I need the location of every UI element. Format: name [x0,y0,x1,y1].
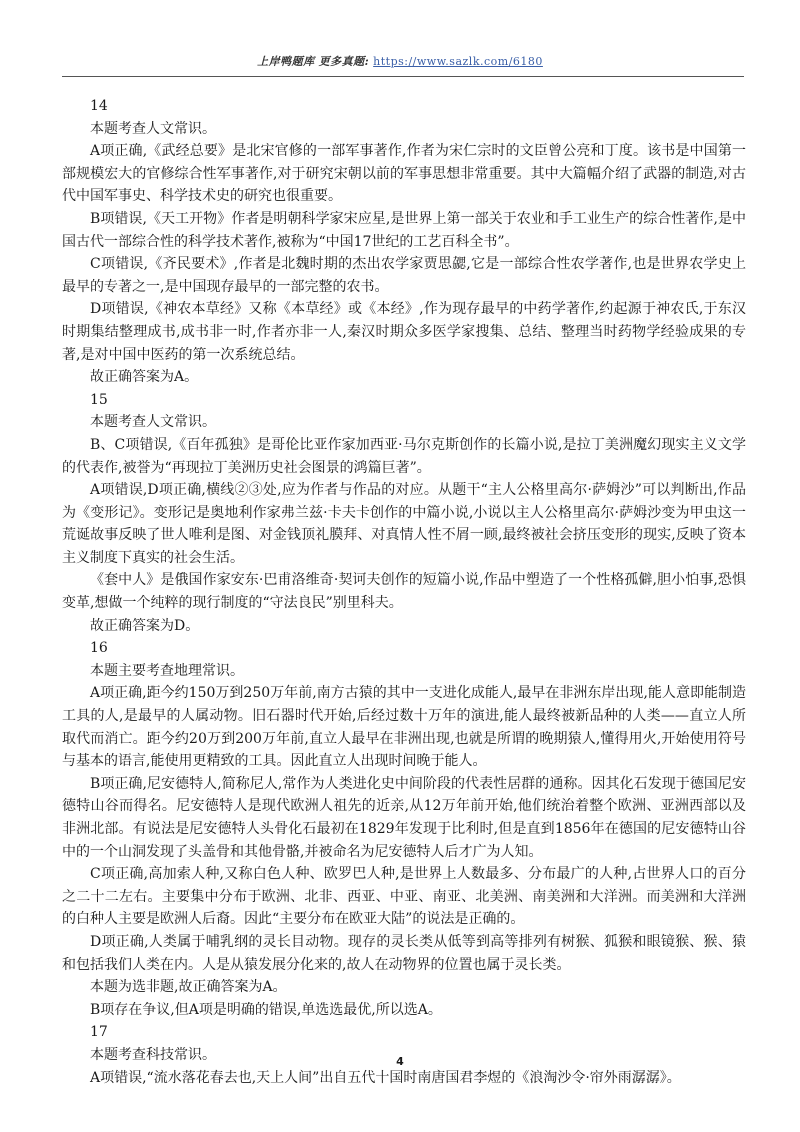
question-number: 14 [90,98,108,114]
paragraph: D项正确,人类属于哺乳纲的灵长目动物。现存的灵长类从低等到高等排列有树猴、狐猴和眼镜猴、猴、猿和包括我们人类在内。人是从猿发展分化来的,故人在动物界的位置也属于灵长类。 [62,933,746,973]
paragraph: A项正确,距今约150万到250万年前,南方古猿的其中一支进化成能人,最早在非洲东岸出现,能人意即能制造工具的人,是最早的人属动物。旧石器时代开始,后经过数十万年的演进,能人最终被新品种的人类——直立人所取代而消亡。距今约20万到200万年前,直立人最早在非洲出现,也就是所谓的晚期猿人,懂得用火,开始使用符号与基本的语言,能使用更精致的工具。因此直立人出现时间晚于能人。 [62,685,746,770]
paragraph: D项错误,《神农本草经》又称《本草经》或《本经》,作为现存最早的中药学著作,约起源于神农氏,于东汉时期集结整理成书,成书非一时,作者亦非一人,秦汉时期众多医学家搜集、总结、整理当时药物学经验成果的专著,是对中国中医药的第一次系统总结。 [62,301,746,363]
question-number: 17 [90,1024,108,1041]
question-number: 16 [90,640,108,657]
page-header [0,53,800,69]
paragraph: 故正确答案为D。 [90,617,200,634]
paragraph: A项错误,D项正确,横线②③处,应为作者与作品的对应。从题干“主人公格里高尔·萨姆沙”可以判断出,作品为《变形记》。变形记是奥地利作家弗兰兹·卡夫卡创作的中篇小说,小说以主人公格里高尔·萨姆沙变为甲虫这一荒诞故事反映了世人唯利是图、对金钱顶礼膜拜、对真情人性不屑一顾,最终被社会挤压变形的现实,反映了资本主义制度下真实的社会生活。 [62,482,746,566]
paragraph: B项存在争议,但A项是明确的错误,单选选最优,所以选A。 [90,1001,442,1018]
page-number: 4 [396,1055,404,1068]
paragraph: 本题考查人文常识。 [90,414,216,431]
paragraph: A项正确,《武经总要》是北宋官修的一部军事著作,作者为宋仁宗时的文臣曾公亮和丁度。该书是中国第一部规模宏大的官修综合性军事著作,对于研究宋朝以前的军事思想非常重要。其中大篇幅介绍了武器的制造,对古代中国军事史、科学技术史的研究也很重要。 [62,143,746,205]
paragraph: C项正确,高加索人种,又称白色人种、欧罗巴人种,是世界上人数最多、分布最广的人种,占世界人口的百分之二十二左右。主要集中分布于欧洲、北非、西亚、中亚、南亚、北美洲、南美洲和大洋洲。而美洲和大洋洲的白种人主要是欧洲人后裔。因此“主要分布在欧亚大陆”的说法是正确的。 [62,866,746,928]
document-body [62,95,746,1089]
header-brand: 上岸鸭题库 [257,55,315,68]
paragraph: B、C项错误,《百年孤独》是哥伦比亚作家加西亚·马尔克斯创作的长篇小说,是拉丁美洲魔幻现实主义文学的代表作,被誉为“再现拉丁美洲历史社会图景的鸿篇巨著”。 [62,436,746,476]
paragraph: 本题考查人文常识。 [90,120,216,137]
question-number: 15 [90,391,108,408]
paragraph: C项错误,《齐民要术》,作者是北魏时期的杰出农学家贾思勰,它是一部综合性农学著作,也是世界农学史上最早的专著之一,是中国现存最早的一部完整的农书。 [62,256,746,295]
paragraph: B项正确,尼安德特人,简称尼人,常作为人类进化史中间阶段的代表性居群的通称。因其化石发现于德国尼安德特山谷而得名。尼安德特人是现代欧洲人祖先的近亲,从12万年前开始,他们统治着整个欧洲、亚洲西部以及非洲北部。有说法是尼安德特人头骨化石最初在1829年发现于比利时,但是直到1856年在德国的尼安德特山谷中的一个山洞发现了头盖骨和其他骨骼,并被命名为尼安德特人后才广为人知。 [62,775,746,860]
paragraph: A项错误,“流水落花春去也,天上人间”出自五代十国时南唐国君李煜的《浪淘沙令·帘外雨潺潺》。 [90,1069,681,1086]
header-url-link[interactable]: https://www.sazlk.com/6180 [373,55,543,68]
paragraph: B项错误,《天工开物》作者是明朝科学家宋应星,是世界上第一部关于农业和手工业生产的综合性著作,是中国古代一部综合性的科学技术著作,被称为“中国17世纪的工艺百科全书”。 [62,210,746,250]
paragraph: 《套中人》是俄国作家安东·巴甫洛维奇·契诃夫创作的短篇小说,作品中塑造了一个性格孤僻,胆小怕事,恐惧变革,想做一个纯粹的现行制度的“守法良民”别里科夫。 [62,572,746,612]
header-divider [62,76,744,77]
paragraph: 本题为选非题,故正确答案为A。 [90,979,287,996]
header-label: 更多真题: [318,55,370,68]
paragraph: 故正确答案为A。 [90,369,199,386]
paragraph: 本题考查科技常识。 [90,1046,216,1063]
paragraph: 本题主要考查地理常识。 [90,662,244,679]
